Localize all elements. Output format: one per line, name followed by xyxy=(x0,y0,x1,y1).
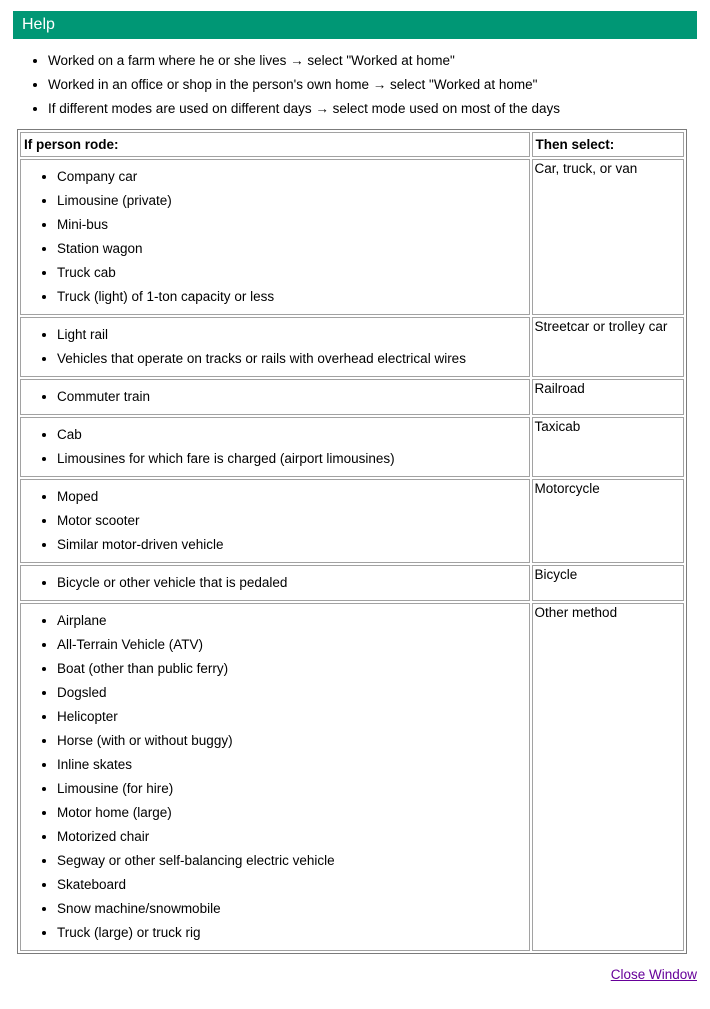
modes-cell xyxy=(20,479,530,563)
vehicle-item: • Moped xyxy=(57,489,527,504)
footer xyxy=(13,966,697,984)
select-cell: Motorcycle xyxy=(532,479,684,563)
vehicle-item: • Limousine (private) xyxy=(57,193,527,208)
table-row xyxy=(20,479,684,563)
modes-list xyxy=(23,327,527,366)
intro-bullet: • Worked in an office or shop in the person's own home → select "Worked at home" xyxy=(48,77,697,92)
select-cell: Other method xyxy=(532,603,684,951)
intro-bullet: • Worked on a farm where he or she lives → select "Worked at home" xyxy=(48,53,697,68)
modes-cell xyxy=(20,317,530,377)
modes-cell xyxy=(20,565,530,601)
vehicle-item: • Light rail xyxy=(57,327,527,342)
vehicle-item: • Snow machine/snowmobile xyxy=(57,901,527,916)
modes-cell xyxy=(20,159,530,315)
modes-list xyxy=(23,489,527,552)
vehicle-item: • Helicopter xyxy=(57,709,527,724)
vehicle-item: • Inline skates xyxy=(57,757,527,772)
table-row xyxy=(20,159,684,315)
modes-cell xyxy=(20,603,530,951)
table-row xyxy=(20,317,684,377)
vehicle-item: • Motor scooter xyxy=(57,513,527,528)
table-row xyxy=(20,603,684,951)
help-page xyxy=(13,11,697,954)
vehicle-item: • Airplane xyxy=(57,613,527,628)
vehicle-item: • Boat (other than public ferry) xyxy=(57,661,527,676)
modes-list xyxy=(23,389,527,404)
intro-bullet: • If different modes are used on different days → select mode used on most of the days xyxy=(48,101,697,116)
vehicle-item: • Limousines for which fare is charged (airport limousines) xyxy=(57,451,527,466)
vehicle-item: • Station wagon xyxy=(57,241,527,256)
vehicle-item: • Similar motor-driven vehicle xyxy=(57,537,527,552)
modes-list xyxy=(23,613,527,940)
vehicle-item: • Horse (with or without buggy) xyxy=(57,733,527,748)
modes-list xyxy=(23,169,527,304)
vehicle-item: • Skateboard xyxy=(57,877,527,892)
vehicle-item: • Commuter train xyxy=(57,389,527,404)
close-window-link[interactable]: Close Window xyxy=(610,967,697,982)
vehicle-item: • Truck (light) of 1-ton capacity or less xyxy=(57,289,527,304)
select-cell: Taxicab xyxy=(532,417,684,477)
vehicle-item: • Truck (large) or truck rig xyxy=(57,925,527,940)
vehicle-item: • Limousine (for hire) xyxy=(57,781,527,796)
vehicle-item: • Vehicles that operate on tracks or rails with overhead electrical wires xyxy=(57,351,527,366)
select-cell: Car, truck, or van xyxy=(532,159,684,315)
vehicle-item: • Company car xyxy=(57,169,527,184)
table-header-row xyxy=(20,132,684,157)
table-row xyxy=(20,565,684,601)
help-header xyxy=(13,11,697,39)
vehicle-item: • Mini-bus xyxy=(57,217,527,232)
vehicle-item: • Dogsled xyxy=(57,685,527,700)
col-header-if-person-rode: If person rode: xyxy=(20,132,530,157)
vehicle-item: • Bicycle or other vehicle that is pedaled xyxy=(57,575,527,590)
modes-list xyxy=(23,575,527,590)
page-title: Help xyxy=(22,16,55,33)
vehicle-item: • Truck cab xyxy=(57,265,527,280)
intro-list xyxy=(13,53,697,116)
modes-cell xyxy=(20,379,530,415)
modes-cell xyxy=(20,417,530,477)
select-cell: Railroad xyxy=(532,379,684,415)
vehicles-table xyxy=(17,129,687,954)
col-header-then-select: Then select: xyxy=(532,132,684,157)
table-row xyxy=(20,379,684,415)
select-cell: Bicycle xyxy=(532,565,684,601)
vehicle-item: • Cab xyxy=(57,427,527,442)
vehicle-item: • Segway or other self-balancing electric vehicle xyxy=(57,853,527,868)
vehicle-item: • Motorized chair xyxy=(57,829,527,844)
table-row xyxy=(20,417,684,477)
vehicle-item: • All-Terrain Vehicle (ATV) xyxy=(57,637,527,652)
vehicles-table-body xyxy=(20,159,684,951)
vehicle-item: • Motor home (large) xyxy=(57,805,527,820)
modes-list xyxy=(23,427,527,466)
select-cell: Streetcar or trolley car xyxy=(532,317,684,377)
